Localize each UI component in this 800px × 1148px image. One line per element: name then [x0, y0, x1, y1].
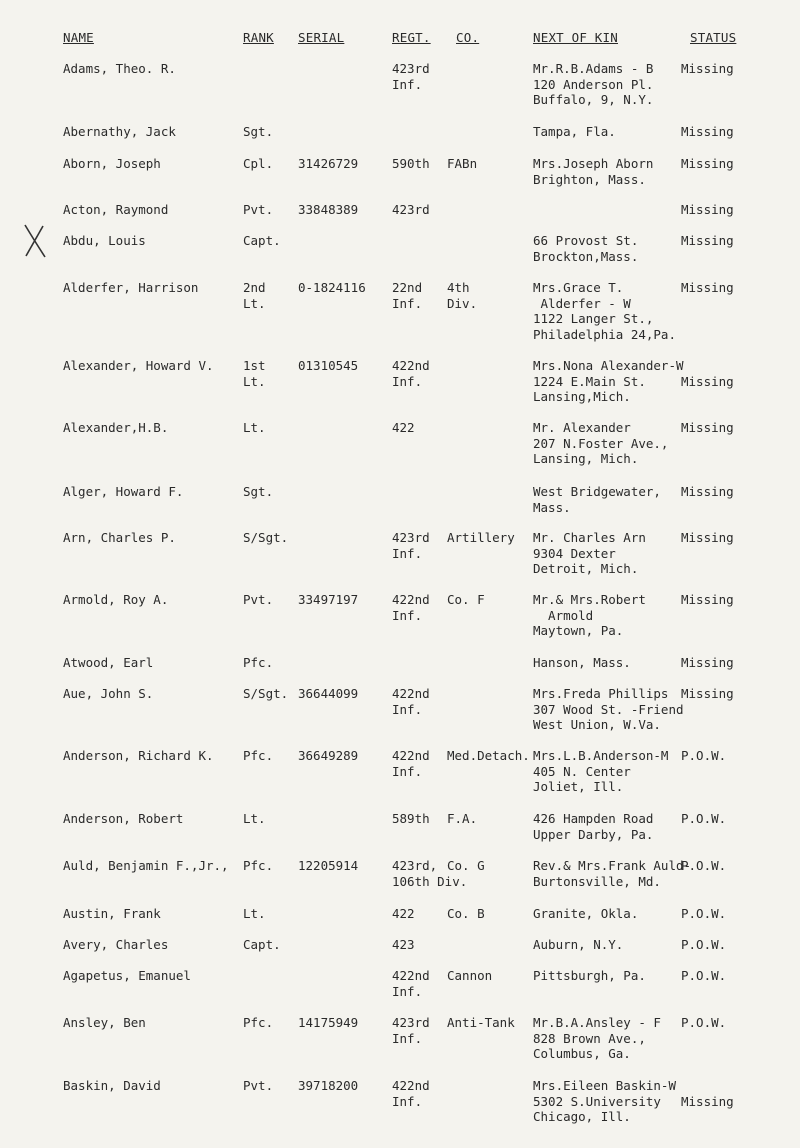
record-name: Alexander, Howard V.	[63, 358, 214, 373]
record-status: Missing	[681, 530, 734, 545]
record-status: Missing	[681, 61, 734, 76]
record-rank: Pvt.	[243, 202, 274, 217]
record-next-of-kin: Mrs.Eileen Baskin-W 5302 S.University Chicago, Ill.	[533, 1078, 676, 1124]
record-next-of-kin: 426 Hampden Road Upper Darby, Pa.	[533, 811, 654, 842]
record-next-of-kin: Mrs.Grace T. Alderfer - W 1122 Langer St., Philadelphia 24,Pa.	[533, 280, 676, 342]
header-rank: RANK	[243, 30, 274, 45]
record-next-of-kin: Tampa, Fla.	[533, 124, 616, 139]
record-rank: Lt.	[243, 420, 266, 435]
header-co: CO.	[456, 30, 480, 45]
record-company: FABn	[447, 156, 478, 171]
record-company: Co. G	[447, 858, 485, 873]
record-status: Missing	[681, 156, 734, 171]
record-name: Alexander,H.B.	[63, 420, 169, 435]
record-rank: Pfc.	[243, 748, 274, 763]
record-name: Armold, Roy A.	[63, 592, 169, 607]
record-serial: 12205914	[298, 858, 359, 873]
record-regiment: 422	[392, 420, 415, 435]
record-next-of-kin: West Bridgewater, Mass.	[533, 484, 661, 515]
header-next-of-kin: NEXT OF KIN	[533, 30, 618, 45]
record-regiment: 423rd Inf.	[392, 1015, 430, 1046]
record-next-of-kin: Pittsburgh, Pa.	[533, 968, 646, 983]
record-company: Co. F	[447, 592, 485, 607]
record-rank: Lt.	[243, 906, 266, 921]
header-regt: REGT.	[392, 30, 431, 45]
record-next-of-kin: Mr.B.A.Ansley - F 828 Brown Ave., Columbus, Ga.	[533, 1015, 661, 1061]
record-name: Avery, Charles	[63, 937, 169, 952]
record-status: P.O.W.	[681, 906, 727, 921]
header-serial: SERIAL	[298, 30, 345, 45]
record-name: Baskin, David	[63, 1078, 161, 1093]
record-serial: 39718200	[298, 1078, 359, 1093]
record-next-of-kin: Granite, Okla.	[533, 906, 639, 921]
record-name: Adams, Theo. R.	[63, 61, 176, 76]
record-next-of-kin: Auburn, N.Y.	[533, 937, 624, 952]
record-regiment: 423rd, 106th Div.	[392, 858, 468, 889]
record-name: Ansley, Ben	[63, 1015, 146, 1030]
record-rank: Pfc.	[243, 1015, 274, 1030]
record-next-of-kin: Hanson, Mass.	[533, 655, 631, 670]
record-next-of-kin: Mrs.L.B.Anderson-M 405 N. Center Joliet, Ill.	[533, 748, 669, 794]
handwritten-x-mark	[22, 222, 48, 260]
record-rank: Pvt.	[243, 592, 274, 607]
record-rank: S/Sgt.	[243, 530, 289, 545]
record-rank: Pfc.	[243, 858, 274, 873]
record-status: Missing	[681, 202, 734, 217]
record-status: Missing	[681, 592, 734, 607]
record-serial: 14175949	[298, 1015, 359, 1030]
record-status: Missing	[681, 280, 734, 295]
record-company: Artillery	[447, 530, 515, 545]
record-rank: Pvt.	[243, 1078, 274, 1093]
record-name: Alderfer, Harrison	[63, 280, 199, 295]
record-rank: Sgt.	[243, 124, 274, 139]
record-regiment: 422	[392, 906, 415, 921]
record-company: Anti-Tank	[447, 1015, 515, 1030]
record-serial: 33848389	[298, 202, 359, 217]
record-rank: Capt.	[243, 233, 281, 248]
record-name: Anderson, Richard K.	[63, 748, 214, 763]
record-name: Aborn, Joseph	[63, 156, 161, 171]
record-name: Arn, Charles P.	[63, 530, 176, 545]
record-rank: Lt.	[243, 811, 266, 826]
record-name: Alger, Howard F.	[63, 484, 184, 499]
record-name: Atwood, Earl	[63, 655, 154, 670]
record-name: Abernathy, Jack	[63, 124, 176, 139]
record-status: P.O.W.	[681, 811, 727, 826]
record-status: P.O.W.	[681, 1015, 727, 1030]
record-status: Missing	[681, 686, 734, 701]
record-rank: 2nd Lt.	[243, 280, 266, 311]
record-status: Missing	[681, 233, 734, 248]
record-serial: 36644099	[298, 686, 359, 701]
record-regiment: 22nd Inf.	[392, 280, 423, 311]
record-name: Abdu, Louis	[63, 233, 146, 248]
record-rank: S/Sgt.	[243, 686, 289, 701]
record-name: Anderson, Robert	[63, 811, 184, 826]
record-serial: 31426729	[298, 156, 359, 171]
record-company: F.A.	[447, 811, 478, 826]
record-status: Missing	[681, 1093, 734, 1109]
record-rank: Cpl.	[243, 156, 274, 171]
record-next-of-kin: Mrs.Freda Phillips 307 Wood St. -Friend West Union, W.Va.	[533, 686, 684, 732]
record-regiment: 422nd Inf.	[392, 968, 430, 999]
record-serial: 01310545	[298, 358, 359, 373]
record-name: Auld, Benjamin F.,Jr.,	[63, 858, 229, 873]
record-regiment: 422nd Inf.	[392, 592, 430, 623]
record-next-of-kin: Rev.& Mrs.Frank Auld- Burtonsville, Md.	[533, 858, 692, 889]
record-regiment: 422nd Inf.	[392, 748, 430, 779]
record-regiment: 423	[392, 937, 415, 952]
record-status: P.O.W.	[681, 937, 727, 952]
record-next-of-kin: Mr. Charles Arn 9304 Dexter Detroit, Mich.	[533, 530, 646, 576]
record-serial: 33497197	[298, 592, 359, 607]
record-next-of-kin: Mrs.Joseph Aborn Brighton, Mass.	[533, 156, 654, 187]
header-status: STATUS	[690, 30, 737, 45]
record-regiment: 423rd Inf.	[392, 61, 430, 92]
record-company: Med.Detach.	[447, 748, 530, 763]
record-serial: 36649289	[298, 748, 359, 763]
record-regiment: 589th	[392, 811, 430, 826]
record-company: Co. B	[447, 906, 485, 921]
record-rank: Pfc.	[243, 655, 274, 670]
record-regiment: 590th	[392, 156, 430, 171]
header-name: NAME	[63, 30, 94, 45]
record-next-of-kin: Mr. Alexander 207 N.Foster Ave., Lansing, Mich.	[533, 420, 669, 466]
record-serial: 0-1824116	[298, 280, 366, 295]
record-name: Agapetus, Emanuel	[63, 968, 191, 983]
record-rank: Capt.	[243, 937, 281, 952]
record-next-of-kin: 66 Provost St. Brockton,Mass.	[533, 233, 639, 264]
record-regiment: 422nd Inf.	[392, 686, 430, 717]
record-next-of-kin: Mrs.Nona Alexander-W 1224 E.Main St. Lansing,Mich.	[533, 358, 684, 404]
record-status: P.O.W.	[681, 858, 727, 873]
record-status: Missing	[681, 420, 734, 435]
record-next-of-kin: Mr.R.B.Adams - B 120 Anderson Pl. Buffalo, 9, N.Y.	[533, 61, 654, 107]
record-status: Missing	[681, 124, 734, 139]
record-status: Missing	[681, 373, 734, 389]
record-status: P.O.W.	[681, 968, 727, 983]
record-regiment: 423rd Inf.	[392, 530, 430, 561]
record-company: 4th Div.	[447, 280, 478, 311]
record-status: Missing	[681, 655, 734, 670]
record-name: Acton, Raymond	[63, 202, 169, 217]
record-rank: 1st Lt.	[243, 358, 266, 389]
record-regiment: 422nd Inf.	[392, 1078, 430, 1109]
record-rank: Sgt.	[243, 484, 274, 499]
record-next-of-kin: Mr.& Mrs.Robert Armold Maytown, Pa.	[533, 592, 646, 638]
record-name: Austin, Frank	[63, 906, 161, 921]
record-regiment: 422nd Inf.	[392, 358, 430, 389]
record-name: Aue, John S.	[63, 686, 154, 701]
record-regiment: 423rd	[392, 202, 430, 217]
record-status: Missing	[681, 484, 734, 499]
record-company: Cannon	[447, 968, 493, 983]
record-status: P.O.W.	[681, 748, 727, 763]
